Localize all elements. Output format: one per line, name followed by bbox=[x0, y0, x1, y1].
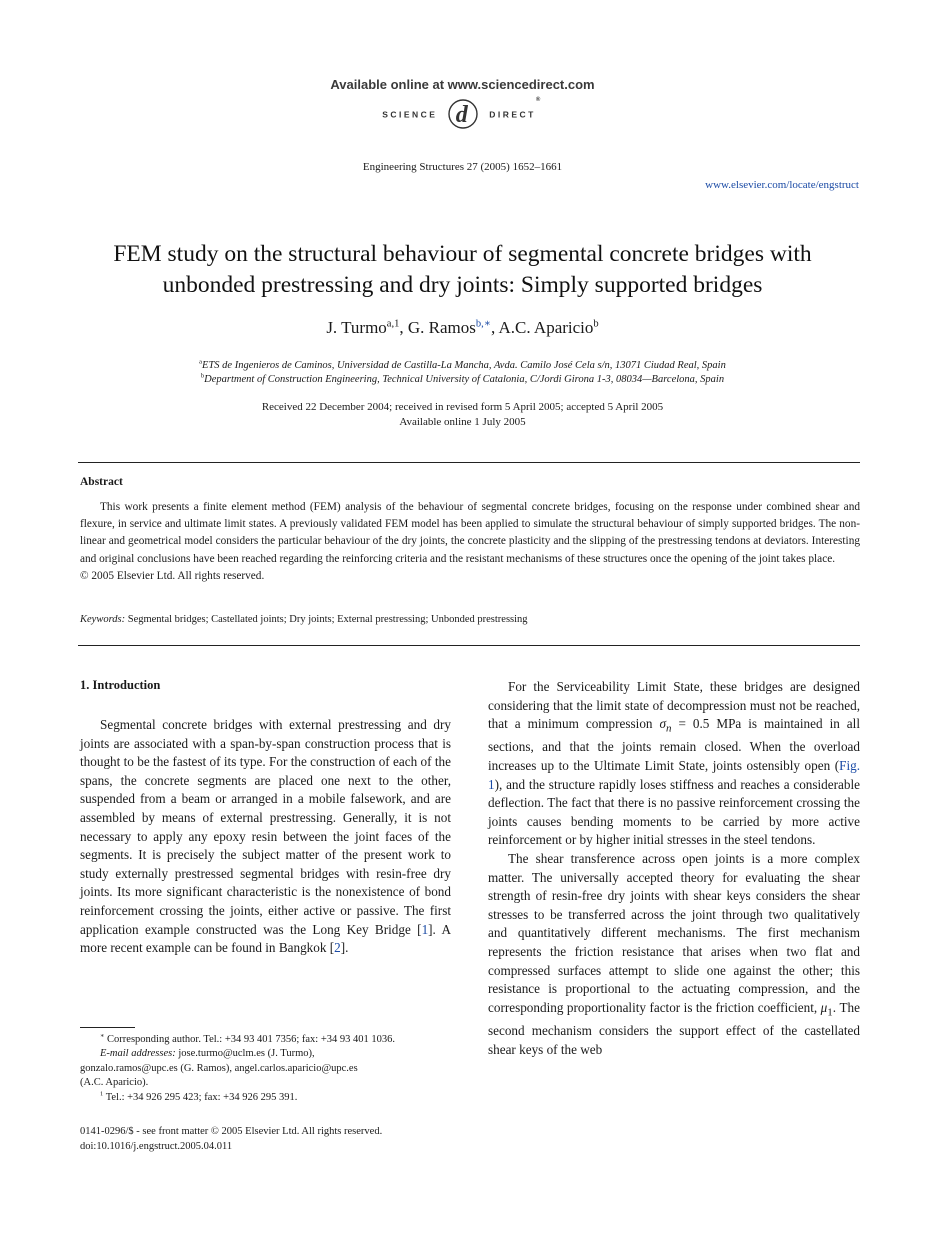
sciencedirect-d-icon bbox=[446, 97, 480, 133]
doi-text[interactable]: doi:10.1016/j.engstruct.2005.04.011 bbox=[80, 1141, 233, 1152]
intro-paragraph-3 bbox=[488, 850, 860, 1059]
footnote-corresponding bbox=[80, 1033, 451, 1047]
author-name: A.C. Aparicio bbox=[498, 318, 594, 337]
footnotes bbox=[80, 1033, 451, 1105]
divider bbox=[78, 462, 860, 463]
affiliation-label: b bbox=[200, 372, 205, 380]
footnote-mark: 1 bbox=[100, 1090, 104, 1098]
footnote-tel bbox=[80, 1091, 451, 1105]
divider bbox=[78, 645, 860, 646]
email-label: E-mail addresses: bbox=[100, 1048, 176, 1060]
body-text: The shear transference across open joints is a more complex matter. The universally accepted theory for evaluating the shear strength of resin-free dry joints with shear keys considers the shear stresses to be transferred across the joint through two qualitatively and quantitatively different mechanisms. The first mechanism represents the friction resistance that arises when two flat and compressed surfaces attempt to slide one against the other; this resistance is proportional to the actuating compression, and the corresponding proportionality factor is the friction coefficient, bbox=[488, 850, 860, 1015]
footnote-emails-2[interactable]: gonzalo.ramos@upc.es (G. Ramos), angel.carlos.aparicio@upc.es bbox=[80, 1062, 358, 1074]
author-name: G. Ramos bbox=[407, 318, 476, 337]
affiliation-label: a bbox=[199, 358, 203, 366]
front-matter bbox=[80, 1124, 382, 1154]
footnote-emails bbox=[80, 1047, 451, 1061]
svg-text:d: d bbox=[456, 102, 471, 128]
body-text: = 0.5 MPa is maintained in all sections, and that the joints remain closed. When the overload increases up to the Ultimate Limit State, joints ostensibly open ( bbox=[488, 716, 860, 774]
affiliation-text: ETS de Ingenieros de Caminos, Universidad de Castilla-La Mancha, Avda. Camilo José Cela s/n, 13071 Ciudad Real, Spain bbox=[202, 360, 726, 371]
sciencedirect-logo[interactable]: SCIENCE d DIRECT® bbox=[0, 97, 925, 133]
abstract-text: This work presents a finite element method (FEM) analysis of the behaviour of segmental concrete bridges, focusing on the response under combined shear and flexure, in service and ultimate limit states. A previously validated FEM model has been applied to simulate the structural behaviour of simply supported bridges. The non-linear and geometrical model considers the particular behaviour of the dry joints, the concrete plasticity and the slipping of the prestressing tendons at deviators. Interesting and original conclusions have been reached regarding the reinforcing criteria and the resistant mechanisms of these structures once the opening of the joint takes place. bbox=[80, 501, 860, 565]
footnote-text: Corresponding author. Tel.: +34 93 401 7356; fax: +34 93 401 1036. bbox=[107, 1034, 396, 1045]
logo-direct-text: DIRECT bbox=[489, 109, 536, 120]
body-text: ), and the structure rapidly loses stiffness and reaches a considerable deflection. The fact that there is no passive reinforcement crossing the joints causes bending moments to be carried by more active reinforcement or by higher initial stresses in the steel tendons. bbox=[488, 776, 860, 848]
article-title bbox=[40, 239, 885, 301]
journal-reference: Engineering Structures 27 (2005) 1652–1661 bbox=[362, 161, 563, 173]
received-dates: Received 22 December 2004; received in revised form 5 April 2005; accepted 5 April 2005 bbox=[261, 401, 664, 413]
author-affiliation-mark[interactable]: b,∗ bbox=[475, 318, 491, 330]
available-online-text[interactable]: Available online at www.sciencedirect.com bbox=[330, 77, 595, 92]
citation-link[interactable]: 2 bbox=[334, 940, 341, 956]
footnote-rule bbox=[80, 1027, 135, 1028]
title-line-2: unbonded prestressing and dry joints: Simply supported bridges bbox=[162, 272, 763, 298]
intro-paragraph-2 bbox=[488, 678, 860, 850]
title-line-1: FEM study on the structural behaviour of segmental concrete bridges with bbox=[113, 241, 812, 267]
figure-link[interactable]: Fig. 1 bbox=[488, 758, 860, 792]
section-heading: 1. Introduction bbox=[80, 678, 161, 692]
intro-paragraph-1 bbox=[80, 716, 451, 958]
footnote-mark: ∗ bbox=[100, 1032, 105, 1040]
author-affiliation-mark[interactable]: b bbox=[593, 318, 599, 330]
mu-subscript: 1 bbox=[827, 1006, 833, 1019]
keywords bbox=[80, 614, 860, 625]
mu-symbol: μ bbox=[820, 999, 828, 1015]
intro-right-column bbox=[488, 678, 860, 1059]
issn-text: 0141-0296/$ - see front matter © 2005 Elsevier Ltd. All rights reserved. bbox=[80, 1126, 383, 1137]
author-list: J. Turmo$^{a,1}$, G. Ramos$^{b,∗}$, A.C. Aparicio$^b$ bbox=[326, 318, 599, 337]
body-text: ]. bbox=[340, 940, 349, 956]
keywords-list: Segmental bridges; Castellated joints; Dry joints; External prestressing; Unbonded prestressing bbox=[127, 614, 528, 625]
sigma-symbol: σ bbox=[659, 716, 666, 732]
author-name: J. Turmo bbox=[326, 318, 387, 337]
abstract-copyright: © 2005 Elsevier Ltd. All rights reserved. bbox=[80, 569, 265, 582]
affiliation-b bbox=[60, 374, 865, 385]
affiliation-text: Department of Construction Engineering, Technical University of Catalonia, C/Jordi Girona 1-3, 08034—Barcelona, Spain bbox=[204, 374, 725, 385]
logo-science-text: SCIENCE bbox=[382, 109, 438, 120]
sigma-subscript: n bbox=[666, 722, 672, 735]
keywords-label: Keywords: bbox=[80, 614, 126, 625]
body-text: . The second mechanism considers the support effect of the castellated shear keys of the web bbox=[488, 999, 860, 1057]
affiliation-a bbox=[60, 360, 865, 371]
body-text: For the Serviceability Limit State, these bridges are designed considering that the limit state of decompression must not be reached, that a minimum compression bbox=[488, 679, 860, 732]
footnote-emails-3: (A.C. Aparicio). bbox=[80, 1077, 149, 1089]
abstract-heading: Abstract bbox=[80, 476, 123, 488]
email-text[interactable]: jose.turmo@uclm.es (J. Turmo), bbox=[178, 1048, 315, 1060]
citation-link[interactable]: 1 bbox=[421, 921, 429, 937]
body-text: ]. A more recent example can be found in Bangkok [ bbox=[80, 921, 451, 956]
available-date: Available online 1 July 2005 bbox=[399, 416, 526, 428]
author-affiliation-mark[interactable]: a,1 bbox=[386, 318, 400, 330]
footnote-text: Tel.: +34 926 295 423; fax: +34 926 295 391. bbox=[105, 1091, 298, 1103]
body-text: Segmental concrete bridges with external prestressing and dry joints are associated with a span-by-span construction process that is thought to be the fastest of its type. For the construction of each of the spans, the concrete segments are placed one next to the other, suspended from a beam or arranged in a mobile falsework, and are assembled by means of external prestressing. Generally, it is not necessary to apply any epoxy resin between the joint faces of the segments. It is precisely the subject matter of the present work to study externally prestressed segmental bridges with resin-free dry joints. Its more significant characteristic is the nonexistence of bond reinforcement crossing the joints, either active or passive. The first application example constructed was the Long Key Bridge [ bbox=[80, 717, 451, 937]
abstract-body bbox=[80, 499, 860, 585]
journal-url-link[interactable]: www.elsevier.com/locate/engstruct bbox=[705, 179, 859, 191]
